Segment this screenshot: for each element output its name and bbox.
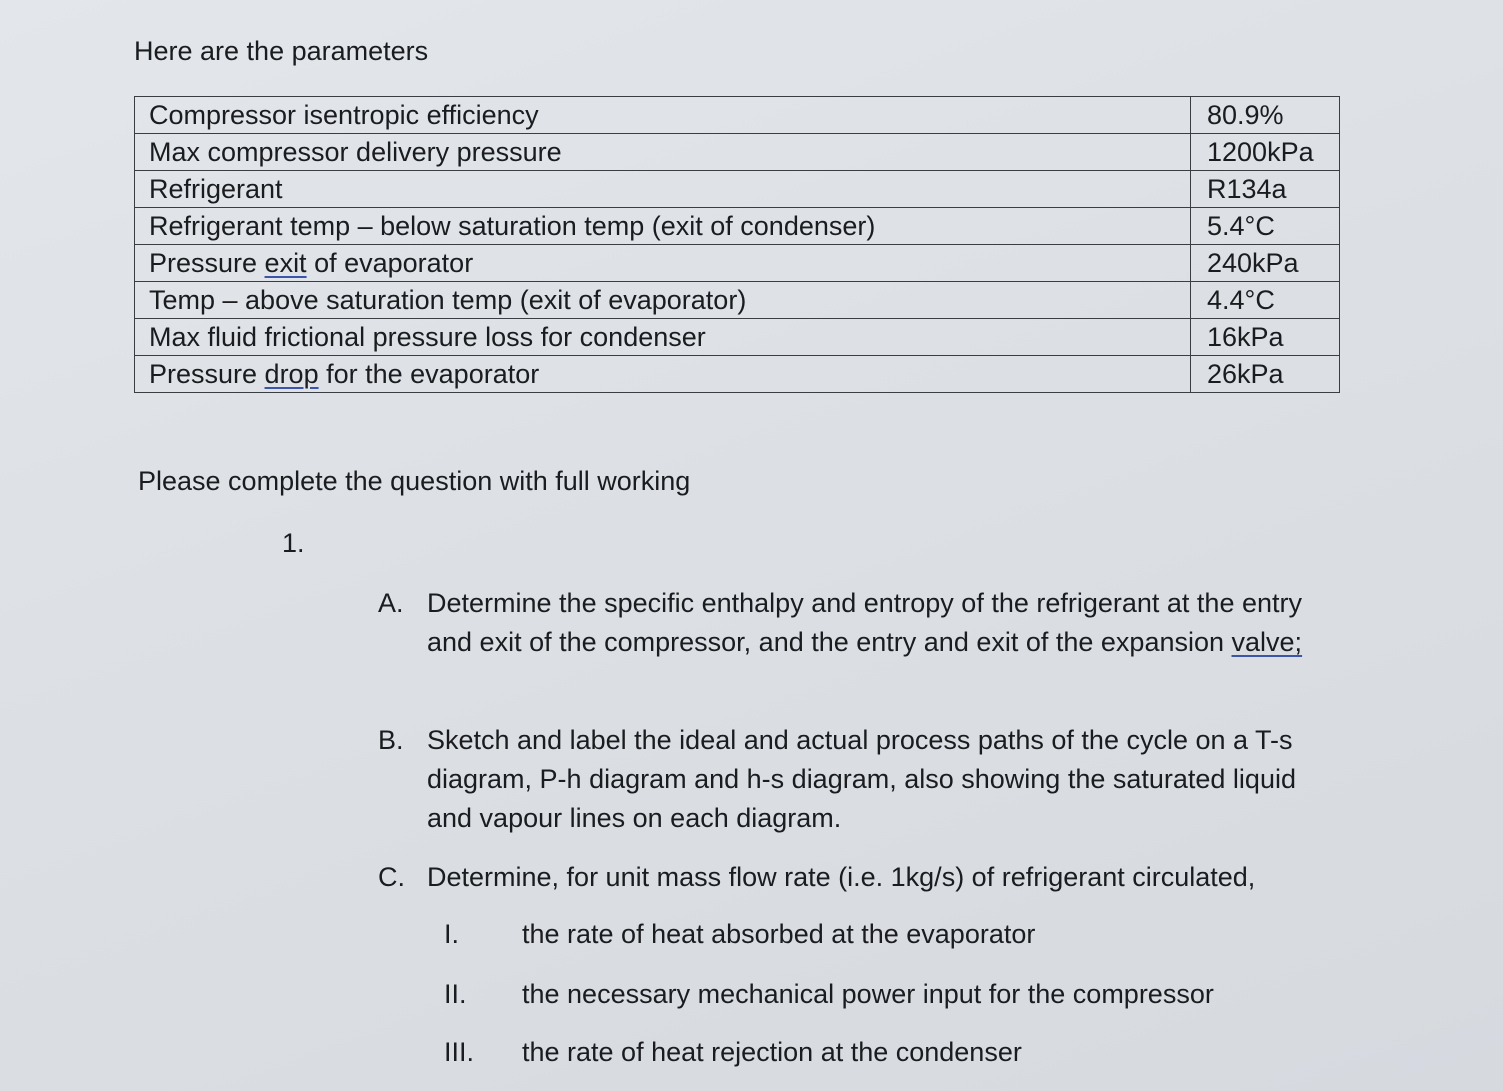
table-row — [135, 319, 1340, 356]
param-label: Max fluid frictional pressure loss for condenser — [135, 319, 1191, 356]
table-row — [135, 134, 1340, 171]
param-value: 80.9% — [1191, 97, 1340, 134]
part-letter: B. — [378, 725, 404, 755]
part-letter: A. — [378, 588, 404, 618]
table-row — [135, 245, 1340, 282]
parameters-table — [134, 96, 1340, 393]
param-label: Max compressor delivery pressure — [135, 134, 1191, 171]
part-text: Determine, for unit mass flow rate (i.e. 1kg/s) of refrigerant circulated, — [427, 862, 1256, 892]
label-text: of evaporator — [306, 247, 474, 278]
part-text-main: Determine the specific enthalpy and entropy of the refrigerant at the entry and exit of the compressor, and the entry and exit of the expansion — [427, 588, 1302, 657]
param-value: 16kPa — [1191, 319, 1340, 356]
part-text: Sketch and label the ideal and actual process paths of the cycle on a T-s diagram, P-h diagram and h-s diagram, also showing the saturated liquid and vapour lines on each diagram. — [427, 725, 1296, 833]
page-heading: Here are the parameters — [134, 36, 429, 66]
instruction-text: Please complete the question with full working — [138, 466, 691, 496]
part-letter: C. — [378, 862, 405, 892]
param-label: Refrigerant temp – below saturation temp (exit of condenser) — [135, 208, 1191, 245]
subpart-text: the rate of heat rejection at the condenser — [522, 1037, 1022, 1067]
param-value: 240kPa — [1191, 245, 1340, 282]
param-value: 4.4°C — [1191, 282, 1340, 319]
spellcheck-underlined-word: exit — [264, 247, 307, 278]
subpart-numeral: II. — [444, 979, 467, 1009]
subpart-text: the necessary mechanical power input for the compressor — [522, 979, 1214, 1009]
part-text — [427, 584, 1338, 662]
param-label: Compressor isentropic efficiency — [135, 97, 1191, 134]
label-text: for the evaporator — [318, 358, 540, 389]
param-value: R134a — [1191, 171, 1340, 208]
spellcheck-underlined-word: valve; — [1231, 627, 1303, 657]
param-value: 26kPa — [1191, 356, 1340, 393]
spellcheck-underlined-word: drop — [264, 358, 319, 389]
label-text: Pressure — [149, 247, 265, 278]
param-value: 1200kPa — [1191, 134, 1340, 171]
subpart-text: the rate of heat absorbed at the evaporator — [522, 919, 1036, 949]
param-value: 5.4°C — [1191, 208, 1340, 245]
table-row — [135, 208, 1340, 245]
param-label: Refrigerant — [135, 171, 1191, 208]
param-label — [135, 356, 1191, 393]
param-label — [135, 245, 1191, 282]
subpart-numeral: III. — [444, 1037, 475, 1067]
question-part-c — [378, 858, 1338, 897]
question-part-b — [378, 721, 1338, 838]
table-row — [135, 282, 1340, 319]
subpart-numeral: I. — [444, 919, 460, 949]
table-row — [135, 356, 1340, 393]
table-row — [135, 97, 1340, 134]
question-part-a — [378, 584, 1338, 662]
table-row — [135, 171, 1340, 208]
param-label: Temp – above saturation temp (exit of evaporator) — [135, 282, 1191, 319]
label-text: Pressure — [149, 358, 265, 389]
question-number: 1. — [282, 528, 305, 558]
